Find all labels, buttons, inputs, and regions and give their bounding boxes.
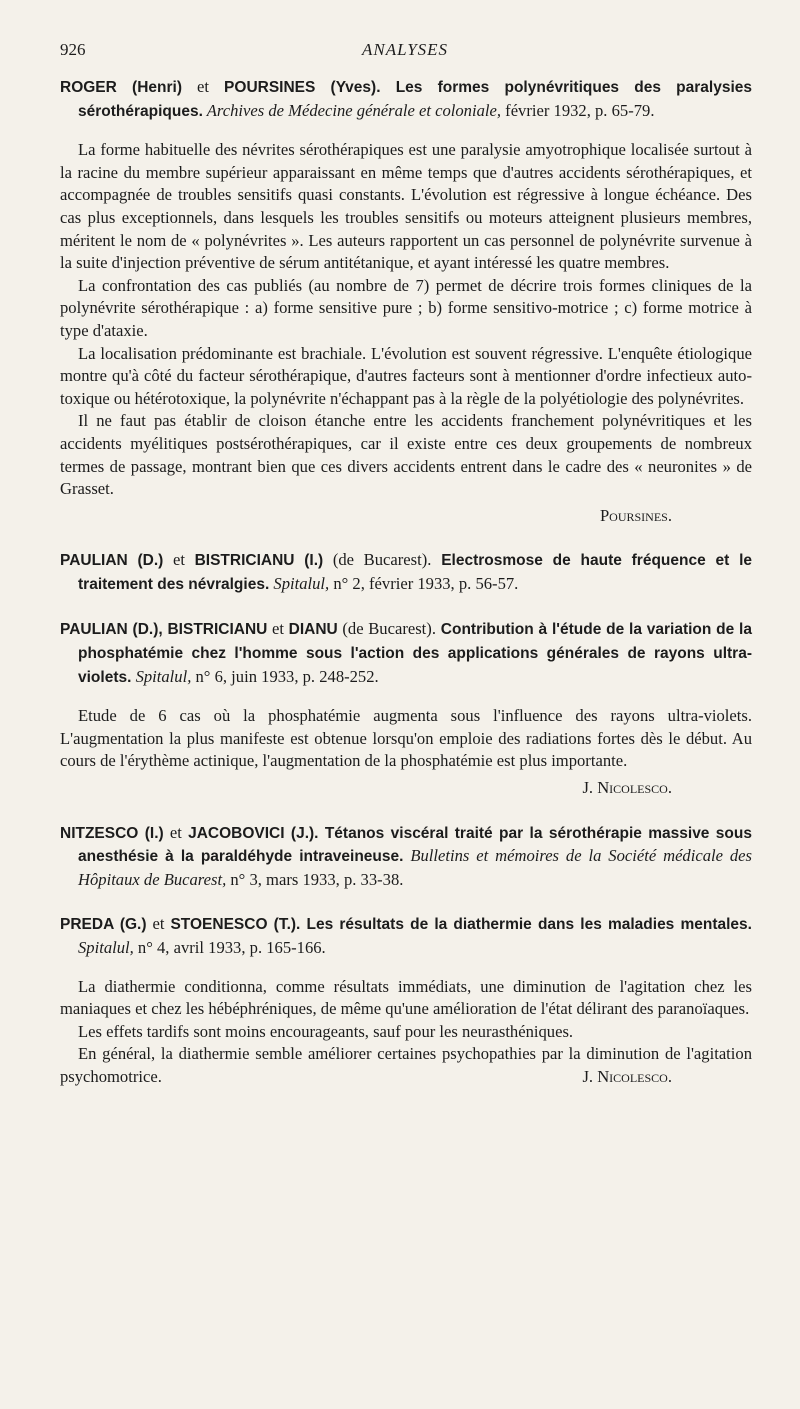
reviewer-signature: Poursines. — [599, 505, 672, 525]
abstract-entry — [60, 618, 752, 799]
journal-name: Bulletins et mémoires de la Société médicale des Hôpitaux de Bucarest, — [78, 846, 752, 889]
citation-details: n° 3, mars 1933, p. 33-38. — [226, 869, 404, 889]
abstract-paragraph: Les effets tardifs sont moins encourageants, sauf pour les neurasthéniques. — [78, 1021, 574, 1041]
author-location: (de Bucarest). — [337, 619, 436, 639]
author-name: BISTRICIANU (I.) — [194, 552, 324, 570]
reviewer-signature: J. Nicolesco. — [582, 778, 672, 798]
abstract-paragraph: La localisation prédominante est brachiale. L'évolution est souvent régressive. L'enquête étiologique montre qu'à côté du facteur sérothérapique, d'autres facteurs sont à mentionner d'ordre infectieux auto-toxique ou hétérotoxique, la polynévrite n'échappant pas à la règle de la polyétiologie des polynévrites. — [60, 343, 752, 408]
author-name: NITZESCO (I.) — [60, 824, 164, 842]
citation-details: n° 6, juin 1933, p. 248-252. — [191, 666, 379, 686]
abstract-entry — [60, 549, 752, 596]
author-location: (de Bucarest). — [323, 550, 432, 570]
author-name: POURSINES (Yves). — [224, 79, 381, 96]
abstract-paragraph: La confrontation des cas publiés (au nombre de 7) permet de décrire trois formes cliniques de la polynévrite sérothérapique : a) forme sensitive pure ; b) forme sensitivo-motrice ; c) forme motrice à type d'ataxie. — [60, 275, 752, 340]
author-name: PREDA (G.) — [60, 916, 147, 934]
abstract-paragraph: Etude de 6 cas où la phosphatémie augmenta sous l'influence des rayons ultra-violets. L'augmentation la plus manifeste est obtenue lorsqu'on emploie des radiations fortes dès le début. Au cours de l'érythème actinique, l'augmentation de la phosphatémie est plus importante. — [60, 706, 752, 771]
article-title: Les résultats de la diathermie dans les maladies mentales. — [300, 916, 752, 934]
author-name: PAULIAN (D.) — [60, 552, 164, 570]
page-header — [60, 40, 750, 64]
abstract-paragraph: La diathermie conditionna, comme résultats immédiats, une diminution de l'agitation chez les maniaques et chez les hébéphréniques, de même qu'une amélioration de l'état délirant des paranoïaques. — [60, 976, 752, 1019]
abstract-paragraph: Il ne faut pas établir de cloison étanche entre les accidents franchement polynévritiques et les accidents myélitiques postsérothérapiques, car il existe entre ces deux groupements de nombreux termes de passage, montrant bien que ces divers accidents entrent dans le cadre des « neuronites » de Grasset. — [60, 411, 752, 499]
page-number: 926 — [60, 40, 86, 59]
reviewer-signature: J. Nicolesco. — [582, 1066, 672, 1086]
abstract-paragraph: La forme habituelle des névrites sérothérapiques est une paralysie amyotrophique localisée surtout à la racine du membre supérieur apparaissant en même temps que d'autres accidents sérothérapiques, et accompagnée de troubles sensitifs quasi constants. L'évolution est régressive à longue échéance. Des cas plus exceptionnels, dans lesquels les troubles sensitifs ou moteurs atteignent plusieurs membres, méritent le nom de « polynévrites ». Les auteurs rapportent un cas personnel de polynévrite survenue à la suite d'injection préventive de sérum antitétanique, et ayant intéressé les quatre membres. — [60, 140, 752, 273]
citation-heading: ROGER (Henri) et POURSINES (Yves). Les formes polynévritiques des paralysies sérothérapiques. Archives de Médecine générale et coloniale, février 1932, p. 65-79. — [60, 77, 752, 120]
author-name: DIANU — [288, 621, 338, 639]
citation-details: n° 4, avril 1933, p. 165-166. — [133, 938, 326, 957]
journal-name: Spitalul, — [131, 666, 192, 686]
citation-heading: PAULIAN (D.) et BISTRICIANU (I.) (de Bucarest). Electrosmose de haute fréquence et le traitement des névralgies. Spitalul, n° 2, février 1933, p. 56-57. — [60, 550, 753, 593]
article-title: Les formes polynévritiques des paralysies sérothérapiques. — [78, 79, 752, 120]
author-name: PAULIAN (D.), BISTRICIANU — [60, 621, 268, 639]
citation-heading: PREDA (G.) et STOENESCO (T.). Les résultats de la diathermie dans les maladies mentales. Spitalul, n° 4, avril 1933, p. 165-166. — [60, 914, 752, 957]
citation-heading: PAULIAN (D.), BISTRICIANU et DIANU (de Bucarest). Contribution à l'étude de la variation de la phosphatémie chez l'homme sous l'action des applications générales de rayons ultra-violets. Spitalul, n° 6, juin 1933, p. 248-252. — [60, 619, 752, 686]
citation-details: février 1932, p. 65-79. — [501, 100, 655, 120]
author-name: STOENESCO (T.). — [170, 916, 301, 934]
abstract-entry — [60, 76, 752, 527]
citation-details: n° 2, février 1933, p. 56-57. — [329, 573, 519, 593]
author-name: ROGER (Henri) — [60, 79, 182, 96]
citation-heading: NITZESCO (I.) et JACOBOVICI (J.). Tétanos viscéral traité par la sérothérapie massive sous anesthésie à la paraldéhyde intraveineuse. Bulletins et mémoires de la Société médicale des Hôpitaux de Bucarest, n° 3, mars 1933, p. 33-38. — [60, 822, 752, 889]
journal-name: Archives de Médecine générale et coloniale, — [202, 100, 502, 120]
abstract-entry — [60, 822, 752, 892]
abstract-entry — [60, 913, 752, 1088]
journal-name: Spitalul, — [269, 573, 330, 593]
article-title: Electrosmose de haute fréquence et le traitement des névralgies. — [78, 552, 753, 593]
article-title: Tétanos viscéral traité par la sérothérapie massive sous anesthésie à la paraldéhyde intraveineuse. — [78, 824, 752, 866]
page-content — [60, 76, 752, 1089]
abstract-paragraph: En général, la diathermie semble améliorer certaines psychopathies par la diminution de l'agitation psychomotrice. J. Nicolesco. — [60, 1043, 752, 1088]
article-title: Contribution à l'étude de la variation de la phosphatémie chez l'homme sous l'action des applications générales de rayons ultra-violets. — [78, 621, 752, 686]
journal-name: Spitalul, — [78, 938, 134, 957]
author-name: JACOBOVICI (J.). — [188, 824, 319, 842]
running-head: ANALYSES — [361, 40, 449, 59]
